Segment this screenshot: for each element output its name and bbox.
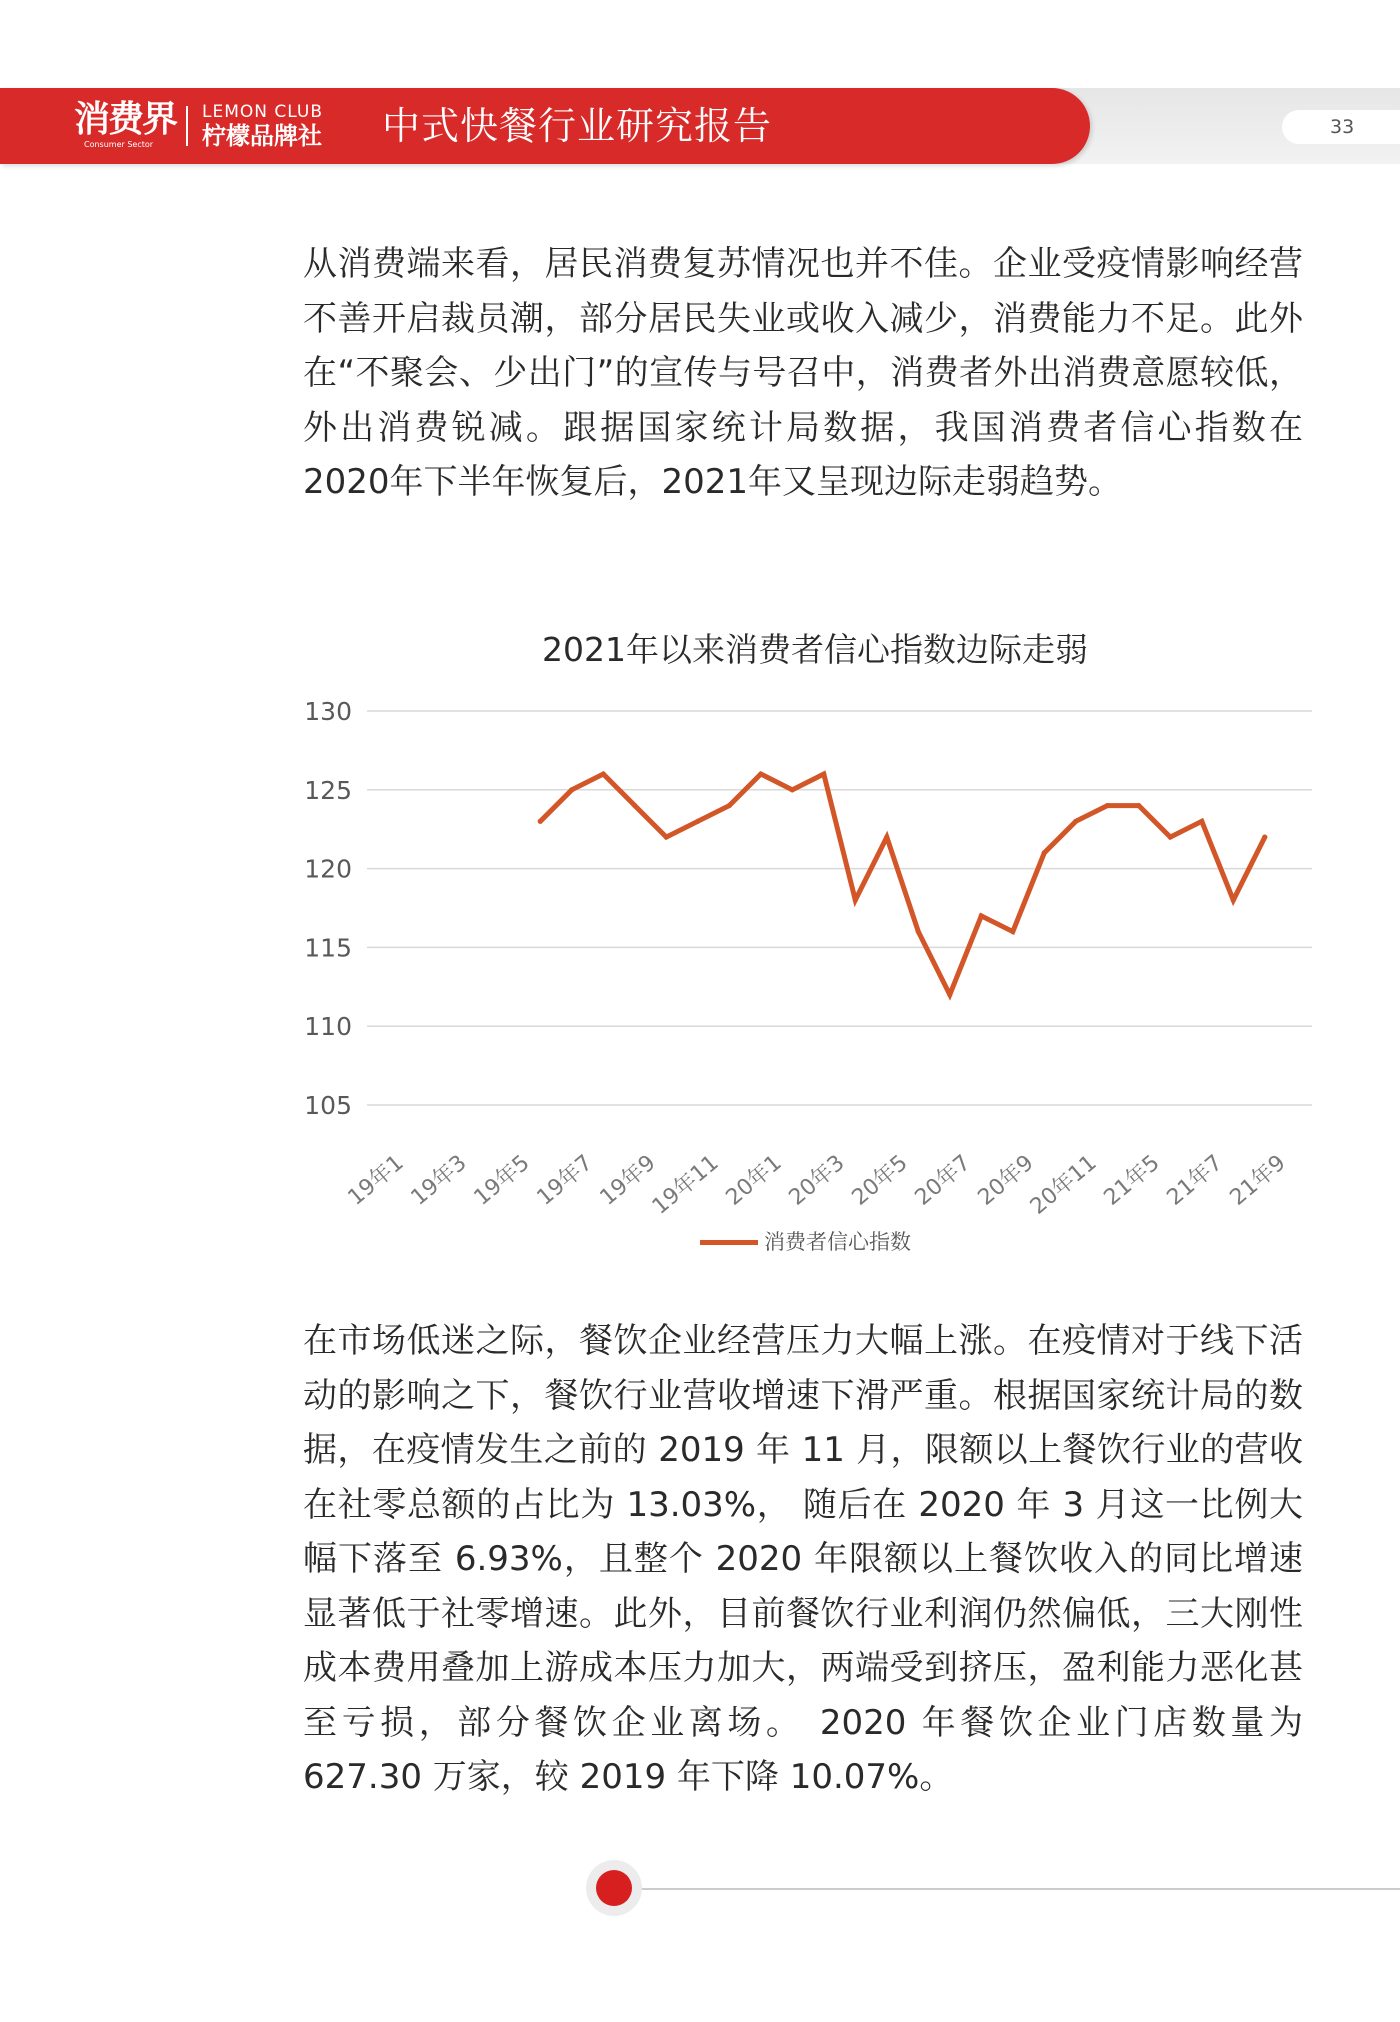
footer-dot	[596, 1870, 632, 1906]
data-point	[947, 992, 952, 997]
data-point	[601, 771, 606, 776]
data-point	[569, 787, 574, 792]
x-tick-label: 20年3	[784, 1150, 850, 1211]
data-point	[916, 929, 921, 934]
legend-swatch	[700, 1240, 758, 1245]
data-point	[695, 819, 700, 824]
y-tick-label: 125	[304, 775, 352, 805]
chart-title: 2021年以来消费者信心指数边际走弱	[542, 630, 1088, 669]
data-point	[1105, 803, 1110, 808]
data-point	[1231, 898, 1236, 903]
consumer-sector-logo-subtitle: Consumer Sector	[84, 140, 154, 149]
data-point	[632, 803, 637, 808]
page-number: 33	[1282, 110, 1400, 144]
x-tick-label: 20年11	[1025, 1150, 1102, 1220]
data-point	[1073, 819, 1078, 824]
data-point	[1010, 929, 1015, 934]
data-point	[1199, 819, 1204, 824]
data-point	[538, 819, 543, 824]
x-tick-label: 21年5	[1099, 1150, 1165, 1211]
x-tick-label: 19年5	[469, 1150, 535, 1211]
lemon-club-logo-cn: 柠檬品牌社	[202, 122, 322, 150]
data-point	[1262, 834, 1267, 839]
x-tick-label: 20年7	[910, 1150, 976, 1211]
data-point	[758, 771, 763, 776]
data-point	[727, 803, 732, 808]
legend-label: 消费者信心指数	[764, 1230, 911, 1254]
lemon-club-logo-en: LEMON CLUB	[202, 102, 323, 122]
data-point	[979, 913, 984, 918]
y-tick-label: 110	[304, 1012, 352, 1042]
data-point	[884, 834, 889, 839]
series-line	[540, 774, 1265, 995]
data-point	[790, 787, 795, 792]
intro-paragraph: 从消费端来看，居民消费复苏情况也并不佳。企业受疫情影响经营不善开启裁员潮，部分居民失业或收入减少，消费能力不足。此外在“不聚会、少出门”的宣传与号召中，消费者外出消费意愿较低，外出消费锐减。跟据国家统计局数据，我国消费者信心指数在2020年下半年恢复后，2021年又呈现边际走弱趋势。	[303, 244, 1303, 502]
x-tick-label: 21年9	[1225, 1150, 1291, 1211]
x-tick-label: 19年3	[406, 1150, 472, 1211]
y-tick-label: 120	[304, 854, 352, 884]
x-tick-label: 19年7	[532, 1150, 598, 1211]
y-tick-label: 115	[304, 933, 352, 963]
x-tick-label: 20年9	[973, 1150, 1039, 1211]
y-tick-label: 130	[304, 697, 352, 726]
data-point	[853, 898, 858, 903]
x-tick-label: 19年9	[595, 1150, 661, 1211]
data-point	[1168, 834, 1173, 839]
consumer-sector-logo: 消费界	[74, 99, 177, 140]
x-tick-label: 20年1	[721, 1150, 787, 1211]
x-tick-label: 21年7	[1162, 1150, 1228, 1211]
y-tick-label: 105	[304, 1091, 352, 1120]
data-point	[1042, 850, 1047, 855]
data-point	[664, 834, 669, 839]
x-tick-label: 20年5	[847, 1150, 913, 1211]
data-point	[1136, 803, 1141, 808]
x-tick-label: 19年1	[343, 1150, 409, 1211]
report-title: 中式快餐行业研究报告	[382, 104, 773, 148]
data-point	[821, 771, 826, 776]
analysis-paragraph: 在市场低迷之际，餐饮企业经营压力大幅上涨。在疫情对于线下活动的影响之下，餐饮行业营收增速下滑严重。根据国家统计局的数据，在疫情发生之前的 2019 年 11 月，限额以上餐饮行业的营收在社零总额的占比为 13.03%， 随后在 2020 年 3 月这一比例大幅下落至 6.93%，且整个 2020 年限额以上餐饮收入的同比增速显著低于社零增速。此外，目前餐饮行业利润仍然偏低，三大刚性成本费用叠加上游成本压力加大，两端受到挤压，盈利能力恶化甚至亏损，部分餐饮企业离场。 2020 年餐饮企业门店数量为 627.30 万家，较 2019 年下降 10.07%。	[303, 1321, 1303, 1797]
footer-rule	[618, 1888, 1400, 1890]
x-tick-label: 19年11	[647, 1150, 724, 1220]
